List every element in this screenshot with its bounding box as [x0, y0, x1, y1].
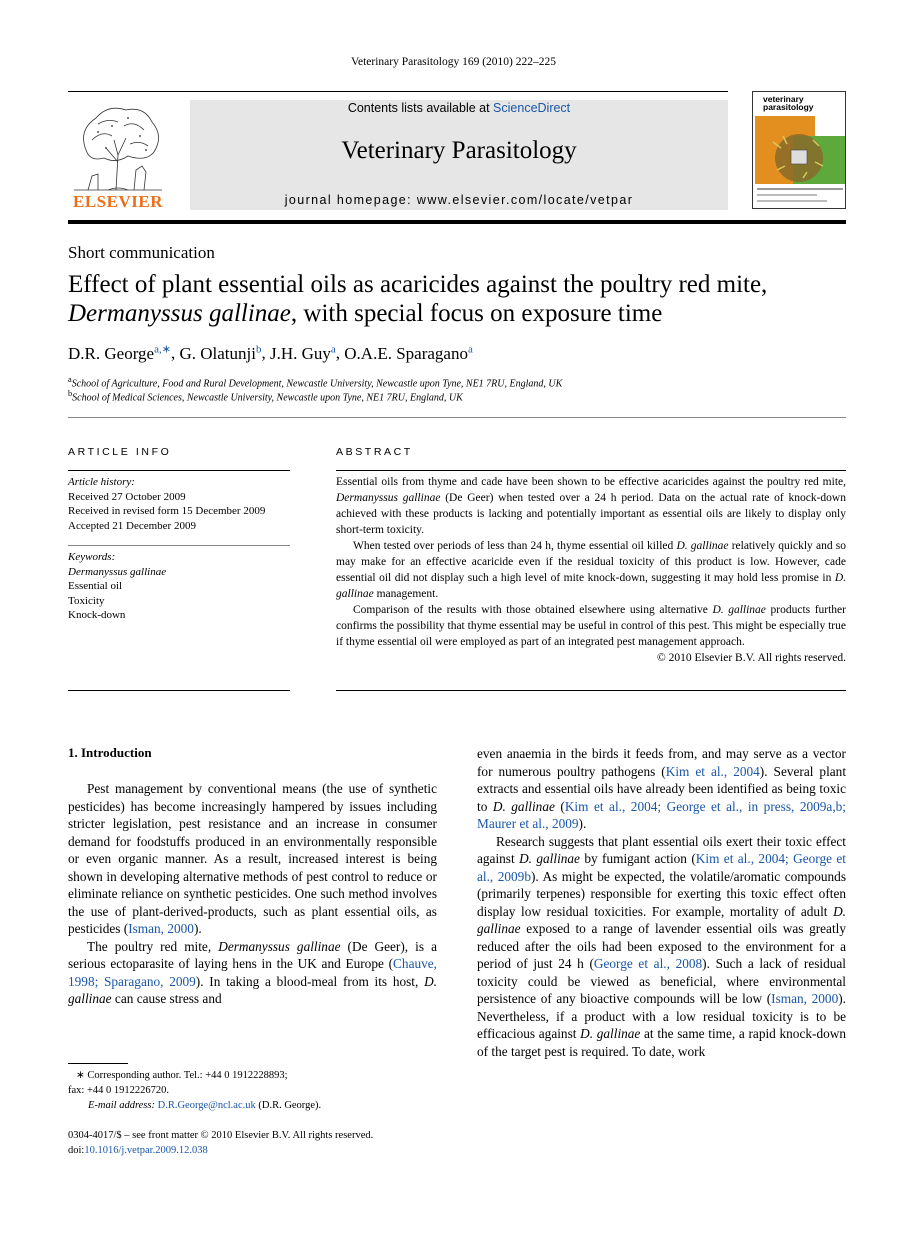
history-label: Article history: — [68, 476, 135, 488]
citation-link[interactable]: George et al., 2008 — [593, 956, 703, 971]
sciencedirect-link[interactable]: ScienceDirect — [493, 101, 571, 115]
citation-link[interactable]: Kim et al., 2004; George et al., 2009b — [477, 851, 846, 884]
abstract-rule — [336, 470, 846, 471]
body-paragraph: Research suggests that plant essential oils exert their toxic effect against D. gallinae by fumigant action (Kim et al., 2004; George et al., 2009b). As might be expected, the volatile/aromatic compounds (primarily terpenes) responsible for exerting this toxic effect often display low residual toxicities. For example, mortality of adult D. gallinae exposed to a range of lavender essential oils was greatly reduced after the oils had been exposed to the environment for a period of just 24 h (George et al., 2008). Such a lack of residual toxicity could be viewed as beneficial, where environmental persistence of any bioactive compounds will be low (Isman, 2000). Nevertheless, if a product with a low residual toxicity is to be efficacious against D. gallinae at the same time, a rapid knock-down of the target pest is required. To date, work — [477, 833, 847, 1059]
keyword: Essential oil — [68, 580, 123, 592]
article-history — [68, 475, 298, 533]
citation-link[interactable]: Isman, 2000 — [128, 921, 194, 936]
affiliation-divider — [68, 417, 846, 418]
email-note: E-mail address: D.R.George@ncl.ac.uk (D.R. George). — [88, 1100, 322, 1111]
citation-link[interactable]: Kim et al., 2004; George et al., in press, 2009a,b; Maurer et al., 2009 — [477, 798, 846, 831]
header-bottom-rule — [68, 220, 846, 224]
affiliation-a: $^a$School of Agriculture, Food and Rural Development, Newcastle University, Newcastle upon Tyne, NE1 7RU, England, UK — [68, 375, 563, 390]
citation-link[interactable]: Isman, 2000 — [771, 991, 839, 1006]
citation-link[interactable]: Kim et al., 2004 — [665, 763, 760, 779]
body-left-column — [68, 780, 437, 1008]
body-paragraph: Pest management by conventional means (the use of synthetic pesticides) has become increasingly hampered by issues including stricter legislation, pest resistance and an increase in consumer demand for foodstuffs produced in an environmentally responsible or even organic manner. As a result, increased interest is being shown in developing alternative methods of pest control to reduce or eliminate reliance on synthetic pesticides. One such method involves the use of plant-derived-products, such as plant essential oils, as pesticides (Isman, 2000). — [68, 781, 437, 936]
accepted-date: Accepted 21 December 2009 — [68, 519, 196, 532]
body-paragraph: The poultry red mite, Dermanyssus gallinae (De Geer), is a serious ectoparasite of laying hens in the UK and Europe (Chauve, 1998; Sparagano, 2009). In taking a blood-meal from its host, D. gallinae can cause stress and — [68, 938, 437, 1006]
copyright-notice: © 2010 Elsevier B.V. All rights reserved. — [657, 652, 846, 664]
author-affiliation-marker[interactable]: a,∗ — [154, 343, 171, 355]
author-affiliation-marker[interactable]: a — [467, 343, 473, 355]
author-affiliation-marker[interactable]: a — [330, 343, 336, 355]
body-paragraph: even anaemia in the birds it feeds from, and may serve as a vector for numerous poultry pathogens (Kim et al., 2004). Several plant extracts and essential oils have already been identified as being toxic to D. gallinae (Kim et al., 2004; George et al., in press, 2009a,b; Maurer et al., 2009). — [477, 746, 847, 831]
abstract-paragraph: Essential oils from thyme and cade have been shown to be effective acaricides against the poultry red mite, Dermanyssus gallinae (De Geer) when tested over a 24 h period. Data on the actual rate of knock-down achieved with these products is lacking and potentially important as essential oils are likely to display only short-term toxicity. — [336, 476, 846, 536]
header-rule — [68, 91, 728, 92]
issn-line: 0304-4017/$ – see front matter © 2010 Elsevier B.V. All rights reserved. — [68, 1130, 374, 1141]
journal-homepage[interactable]: journal homepage: www.elsevier.com/locate/vetpar — [284, 193, 634, 207]
publication-info — [68, 1128, 468, 1158]
footnote-block — [68, 1068, 448, 1113]
fax-note: fax: +44 0 1912226720. — [68, 1085, 169, 1096]
journal-cover-image — [752, 91, 846, 209]
footnote-rule — [68, 1063, 128, 1064]
article-info-bottom-rule — [68, 690, 290, 691]
abstract-paragraph: When tested over periods of less than 24 h, thyme essential oil killed D. gallinae relatively quickly and so may make for an effective acaricide even if the residual toxicity of this product is low. However, cade essential oil did not display such a high level of mite knock-down, suggesting it may hold less promise in D. gallinae management. — [336, 540, 846, 600]
keywords-label: Keywords: — [68, 551, 116, 563]
title-species: Dermanyssus gallinae — [68, 300, 291, 327]
revised-date: Received in revised form 15 December 2009 — [68, 505, 266, 517]
cover-title: veterinary parasitology — [763, 94, 814, 112]
affiliation-b: $^b$School of Medical Sciences, Newcastle University, Newcastle upon Tyne, NE1 7RU, England, UK — [68, 389, 463, 404]
tree-icon — [68, 100, 168, 192]
body-right-column — [477, 745, 846, 1060]
keyword: Toxicity — [68, 594, 105, 607]
article-title — [68, 270, 858, 328]
keywords-block — [68, 550, 298, 623]
email-link[interactable]: D.R.George@ncl.ac.uk — [157, 1100, 256, 1111]
journal-citation: Veterinary Parasitology 169 (2010) 222–225 — [350, 56, 557, 68]
article-info-rule — [68, 470, 290, 471]
keyword: Dermanyssus gallinae — [68, 565, 167, 578]
keywords-rule — [68, 545, 290, 546]
section-heading-introduction: 1. Introduction — [68, 745, 152, 760]
abstract-body — [336, 474, 846, 666]
author-affiliation-marker[interactable]: b — [255, 343, 262, 355]
doi-line: doi:10.1016/j.vetpar.2009.12.038 — [68, 1145, 208, 1156]
citation-link[interactable]: Chauve, 1998; Sparagano, 2009 — [68, 956, 437, 989]
article-type: Short communication — [68, 243, 215, 262]
author[interactable]: J.H. Guy$^a$ — [269, 343, 336, 363]
received-date: Received 27 October 2009 — [68, 490, 186, 503]
abstract-paragraph: Comparison of the results with those obtained elsewhere using alternative D. gallinae products further confirms the possibility that thyme essential may be useful in control of this pest. This might be especially true if thyme essential oil were employed as part of an integrated pest management approach. — [336, 604, 846, 648]
contents-line — [190, 101, 728, 115]
author-list: D.R. George$^{a,∗}$, G. Olatunji$^b$, J.H. Guy$^a$, O.A.E. Sparagano$^a$ — [68, 343, 473, 363]
article-info-heading: ARTICLE INFO — [68, 446, 172, 458]
keyword: Knock-down — [68, 609, 126, 621]
title-line-1: Effect of plant essential oils as acaricides against the poultry red mite, — [68, 271, 768, 298]
corresponding-author-note: ∗ Corresponding author. Tel.: +44 0 1912228893; — [76, 1070, 288, 1081]
contents-prefix: Contents lists available at — [347, 101, 494, 115]
author[interactable]: O.A.E. Sparagano$^a$ — [344, 343, 473, 363]
abstract-heading: ABSTRACT — [336, 446, 413, 458]
doi-link[interactable]: 10.1016/j.vetpar.2009.12.038 — [84, 1145, 208, 1156]
abstract-bottom-rule — [336, 690, 846, 691]
author[interactable]: G. Olatunji$^b$ — [179, 343, 262, 363]
elsevier-wordmark: ELSEVIER — [73, 192, 163, 211]
journal-name: Veterinary Parasitology — [341, 137, 577, 164]
author[interactable]: D.R. George$^{a,∗}$ — [68, 343, 171, 363]
title-line-2 — [68, 299, 858, 328]
title-line-2-rest: , with special focus on exposure time — [290, 300, 663, 327]
